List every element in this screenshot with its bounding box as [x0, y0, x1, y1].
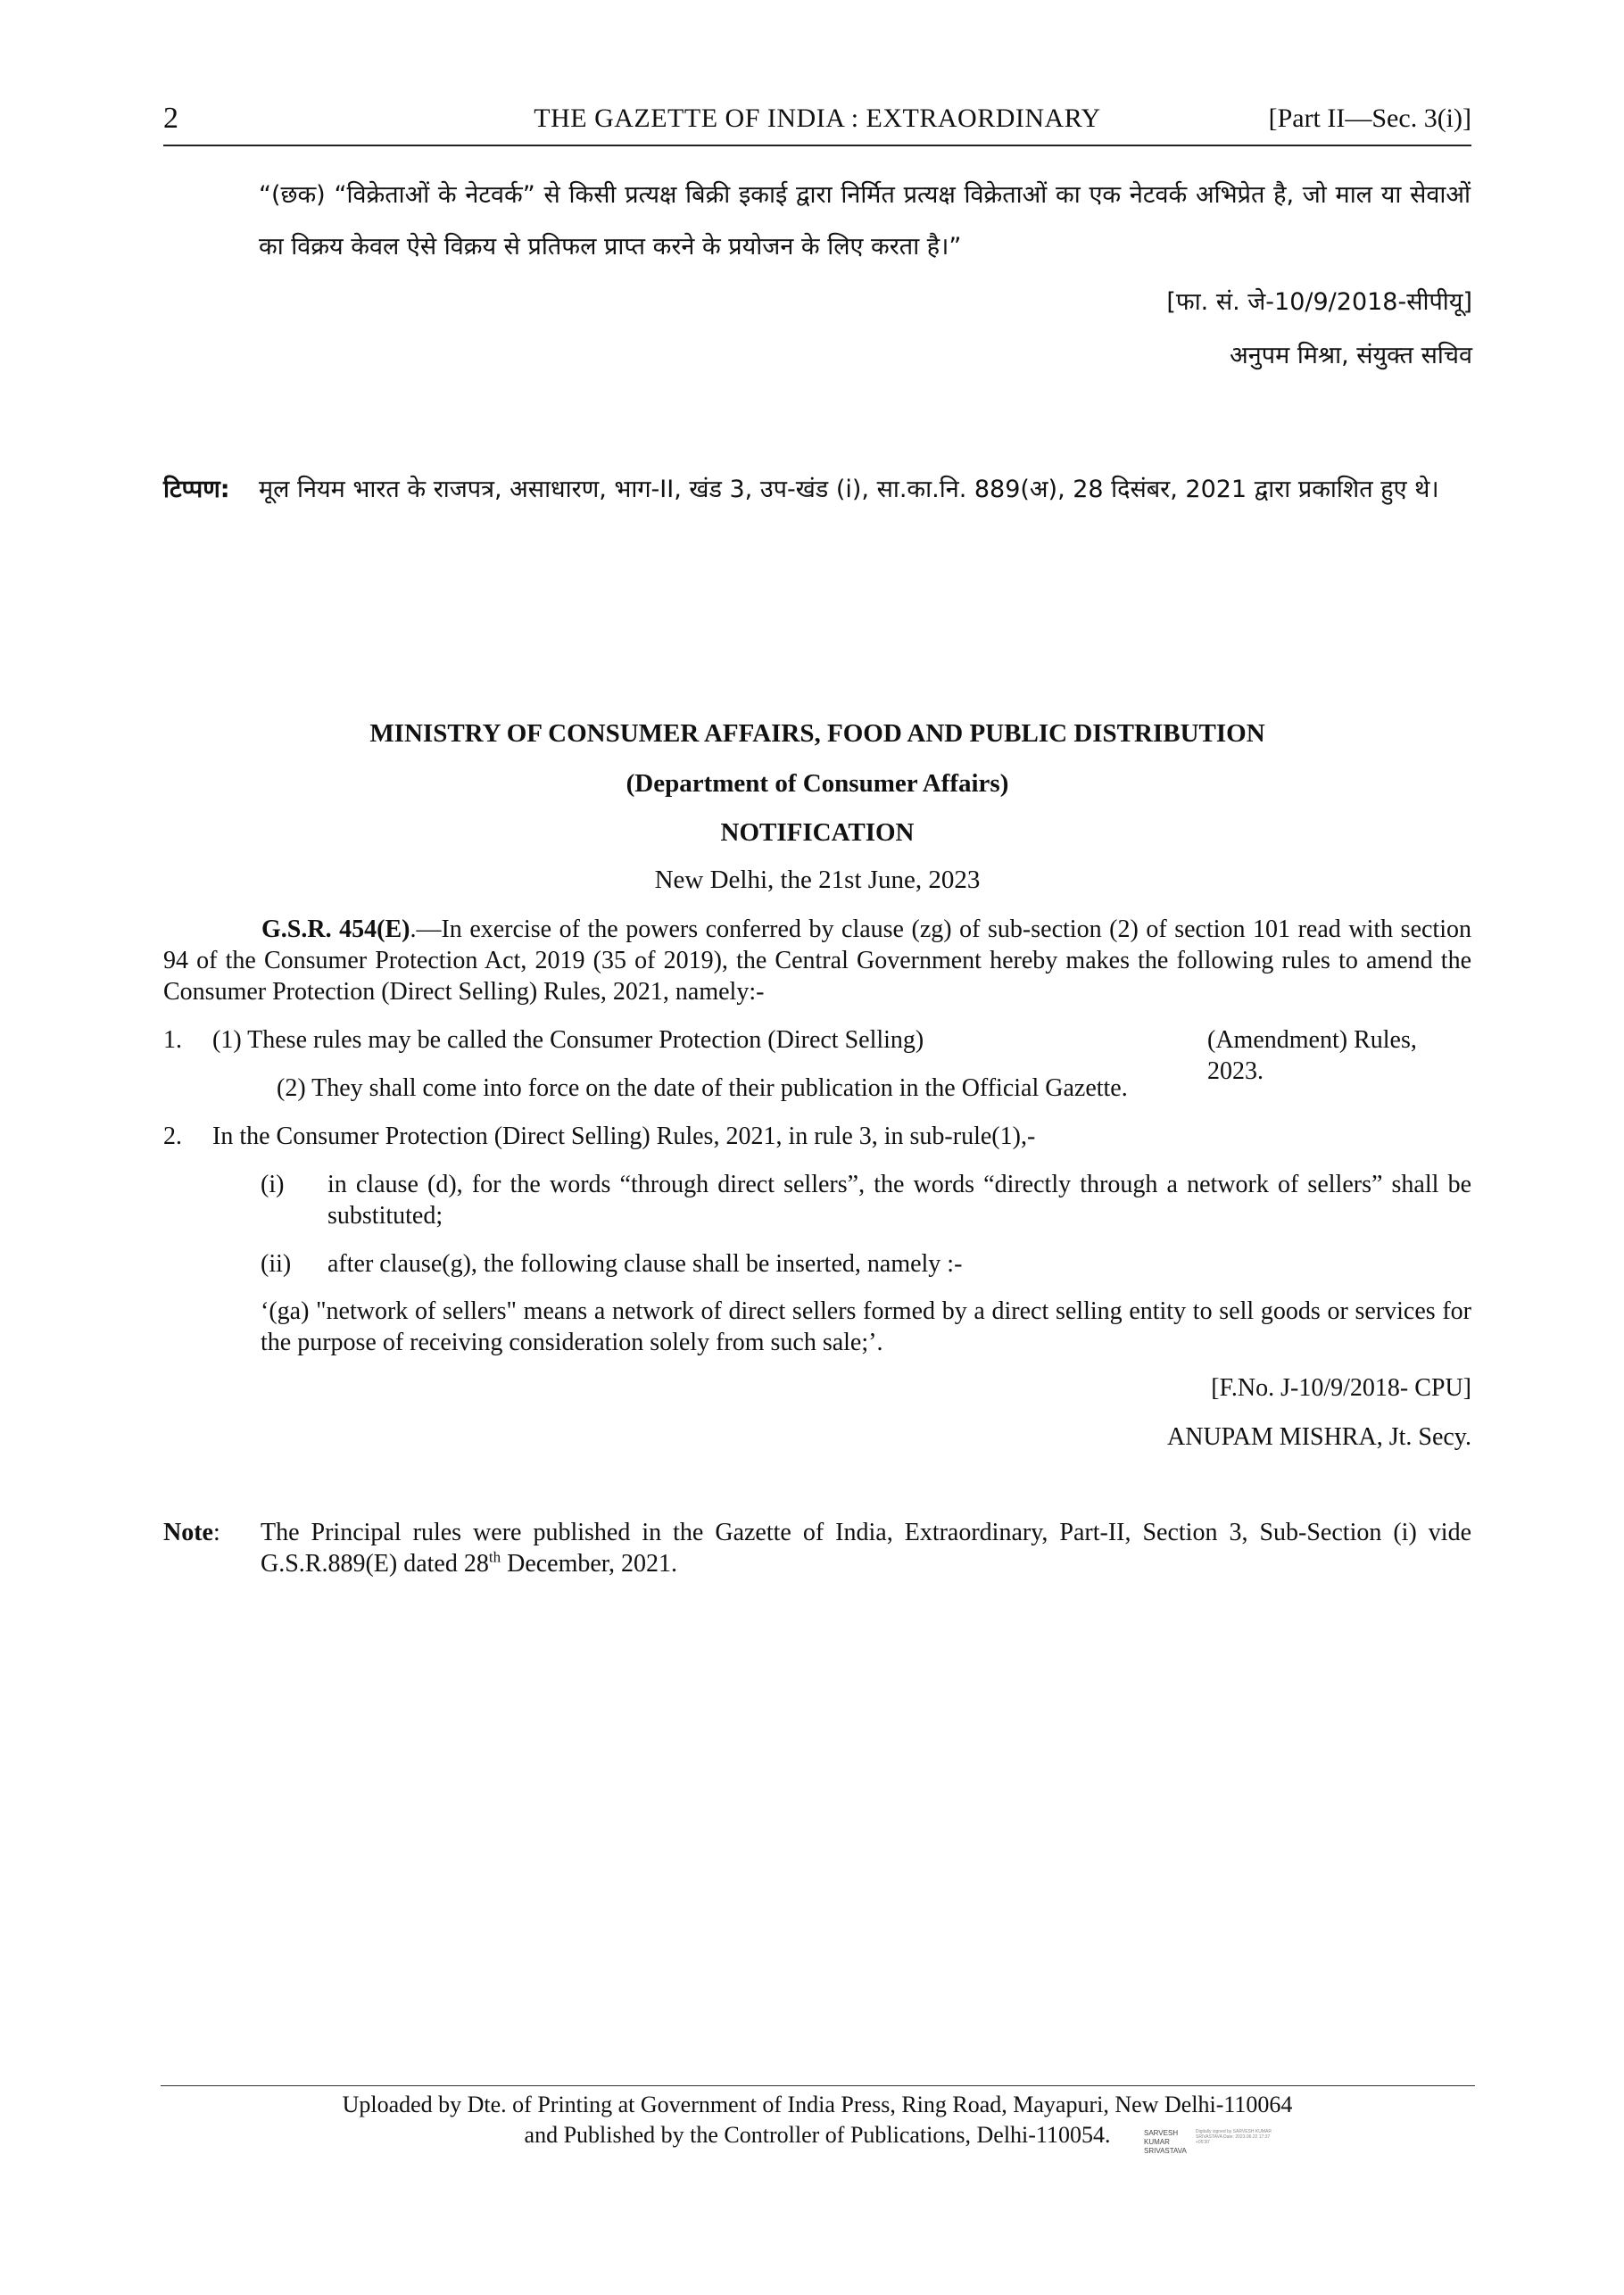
page-header	[163, 100, 1471, 146]
digital-signer-name: SARVESH KUMAR SRIVASTAVA	[1144, 2129, 1187, 2155]
note-label-colon: :	[212, 1519, 220, 1546]
ministry-heading: MINISTRY OF CONSUMER AFFAIRS, FOOD AND PUBLIC DISTRIBUTION	[369, 719, 1265, 748]
english-note	[163, 1517, 1471, 1579]
english-note-label	[163, 1517, 220, 1548]
hindi-note-label: टिप्पण:	[163, 476, 230, 503]
rule-item-1-text-cont: (Amendment) Rules, 2023.	[1207, 1026, 1417, 1085]
english-file-number: [F.No. J-10/9/2018- CPU]	[1211, 1374, 1471, 1402]
rule-item-1-number: 1.	[163, 1026, 182, 1054]
footer-rule	[161, 2085, 1475, 2086]
gsr-text: .—In exercise of the powers conferred by clause (zg) of sub-section (2) of section 101 read with section 94 of the Consumer Protection Act, 2019 (35 of 2019), the Central Government hereby makes the following rules to amend the Consumer Protection (Direct Selling) Rules, 2021, namely:-	[163, 916, 1471, 1006]
sub-clause-ii-number: (ii)	[261, 1250, 292, 1278]
note-superscript: th	[488, 1548, 501, 1566]
sub-clause-i	[261, 1169, 1471, 1231]
rule-item-2-text: In the Consumer Protection (Direct Selling) Rules, 2021, in rule 3, in sub-rule(1),-	[212, 1123, 1036, 1150]
sub-clause-ii-text: after clause(g), the following clause shall be inserted, namely :-	[327, 1250, 963, 1278]
hindi-file-number: [फा. सं. जे-10/9/2018-सीपीयू]	[1166, 288, 1472, 316]
english-signatory: ANUPAM MISHRA, Jt. Secy.	[1167, 1423, 1471, 1451]
note-text-part-a: The Principal rules were published in the Gazette of India, Extraordinary, Part-II, Section 3, Sub-Section (i) vide G.S.R.889(E) dated 28	[261, 1519, 1471, 1578]
rule-item-2-number: 2.	[163, 1123, 182, 1150]
english-note-text	[261, 1517, 1471, 1579]
hindi-clause-paragraph: “(छक) “विक्रेताओं के नेटवर्क” से किसी प्रत्यक्ष बिक्री इकाई द्वारा निर्मित प्रत्यक्ष विक्रेताओं का एक नेटवर्क अभिप्रेत है, जो माल या सेवाओं का विक्रय केवल ऐसे विक्रय से प्रतिफल प्राप्त करने के प्रयोजन के लिए करता है।”	[259, 181, 1471, 261]
notification-heading: NOTIFICATION	[720, 818, 915, 847]
gsr-paragraph	[163, 914, 1471, 1007]
digital-signer-details: Digitally signed by SARVESH KUMAR SRIVASTAVA Date: 2023.06.22 17:37 +05'30'	[1196, 2129, 1272, 2145]
sub-clause-ii	[261, 1248, 1471, 1280]
footer-line-1: Uploaded by Dte. of Printing at Government of India Press, Ring Road, Mayapuri, New Delhi-110064	[342, 2092, 1293, 2117]
department-heading: (Department of Consumer Affairs)	[626, 769, 1009, 798]
rule-item-1-text: (1) These rules may be called the Consumer Protection (Direct Selling)	[212, 1026, 924, 1054]
hindi-note-text: मूल नियम भारत के राजपत्र, असाधारण, भाग-II, खंड 3, उप-खंड (i), सा.का.नि. 889(अ), 28 दिसंबर, 2021 द्वारा प्रकाशित हुए थे।	[259, 476, 1439, 503]
hindi-signatory: अनुपम मिश्रा, संयुक्त सचिव	[1230, 342, 1472, 369]
gsr-reference: G.S.R. 454(E)	[261, 916, 410, 943]
note-text-part-b: December, 2021.	[501, 1550, 678, 1578]
footer-line-2: and Published by the Controller of Publications, Delhi-110054.	[524, 2122, 1111, 2148]
rule-item-1-sub-2: (2) They shall come into force on the date of their publication in the Official Gazette.	[277, 1074, 1128, 1102]
sub-clause-i-number: (i)	[261, 1171, 285, 1198]
sub-clause-i-text: in clause (d), for the words “through direct sellers”, the words “directly through a network of sellers” shall be substituted;	[327, 1171, 1471, 1230]
page-number: 2	[163, 102, 178, 135]
hindi-note	[163, 466, 1471, 514]
notification-date: New Delhi, the 21st June, 2023	[654, 866, 981, 894]
note-label-text: Note	[163, 1519, 213, 1546]
gazette-title: THE GAZETTE OF INDIA : EXTRAORDINARY	[534, 104, 1101, 133]
digital-signature-stamp	[1144, 2129, 1287, 2161]
section-reference: [Part II—Sec. 3(i)]	[1268, 104, 1471, 133]
clause-ga-text: ‘(ga) "network of sellers" means a network of direct sellers formed by a direct selling entity to sell goods or services for the purpose of receiving consideration solely from such sale;’.	[261, 1297, 1471, 1356]
